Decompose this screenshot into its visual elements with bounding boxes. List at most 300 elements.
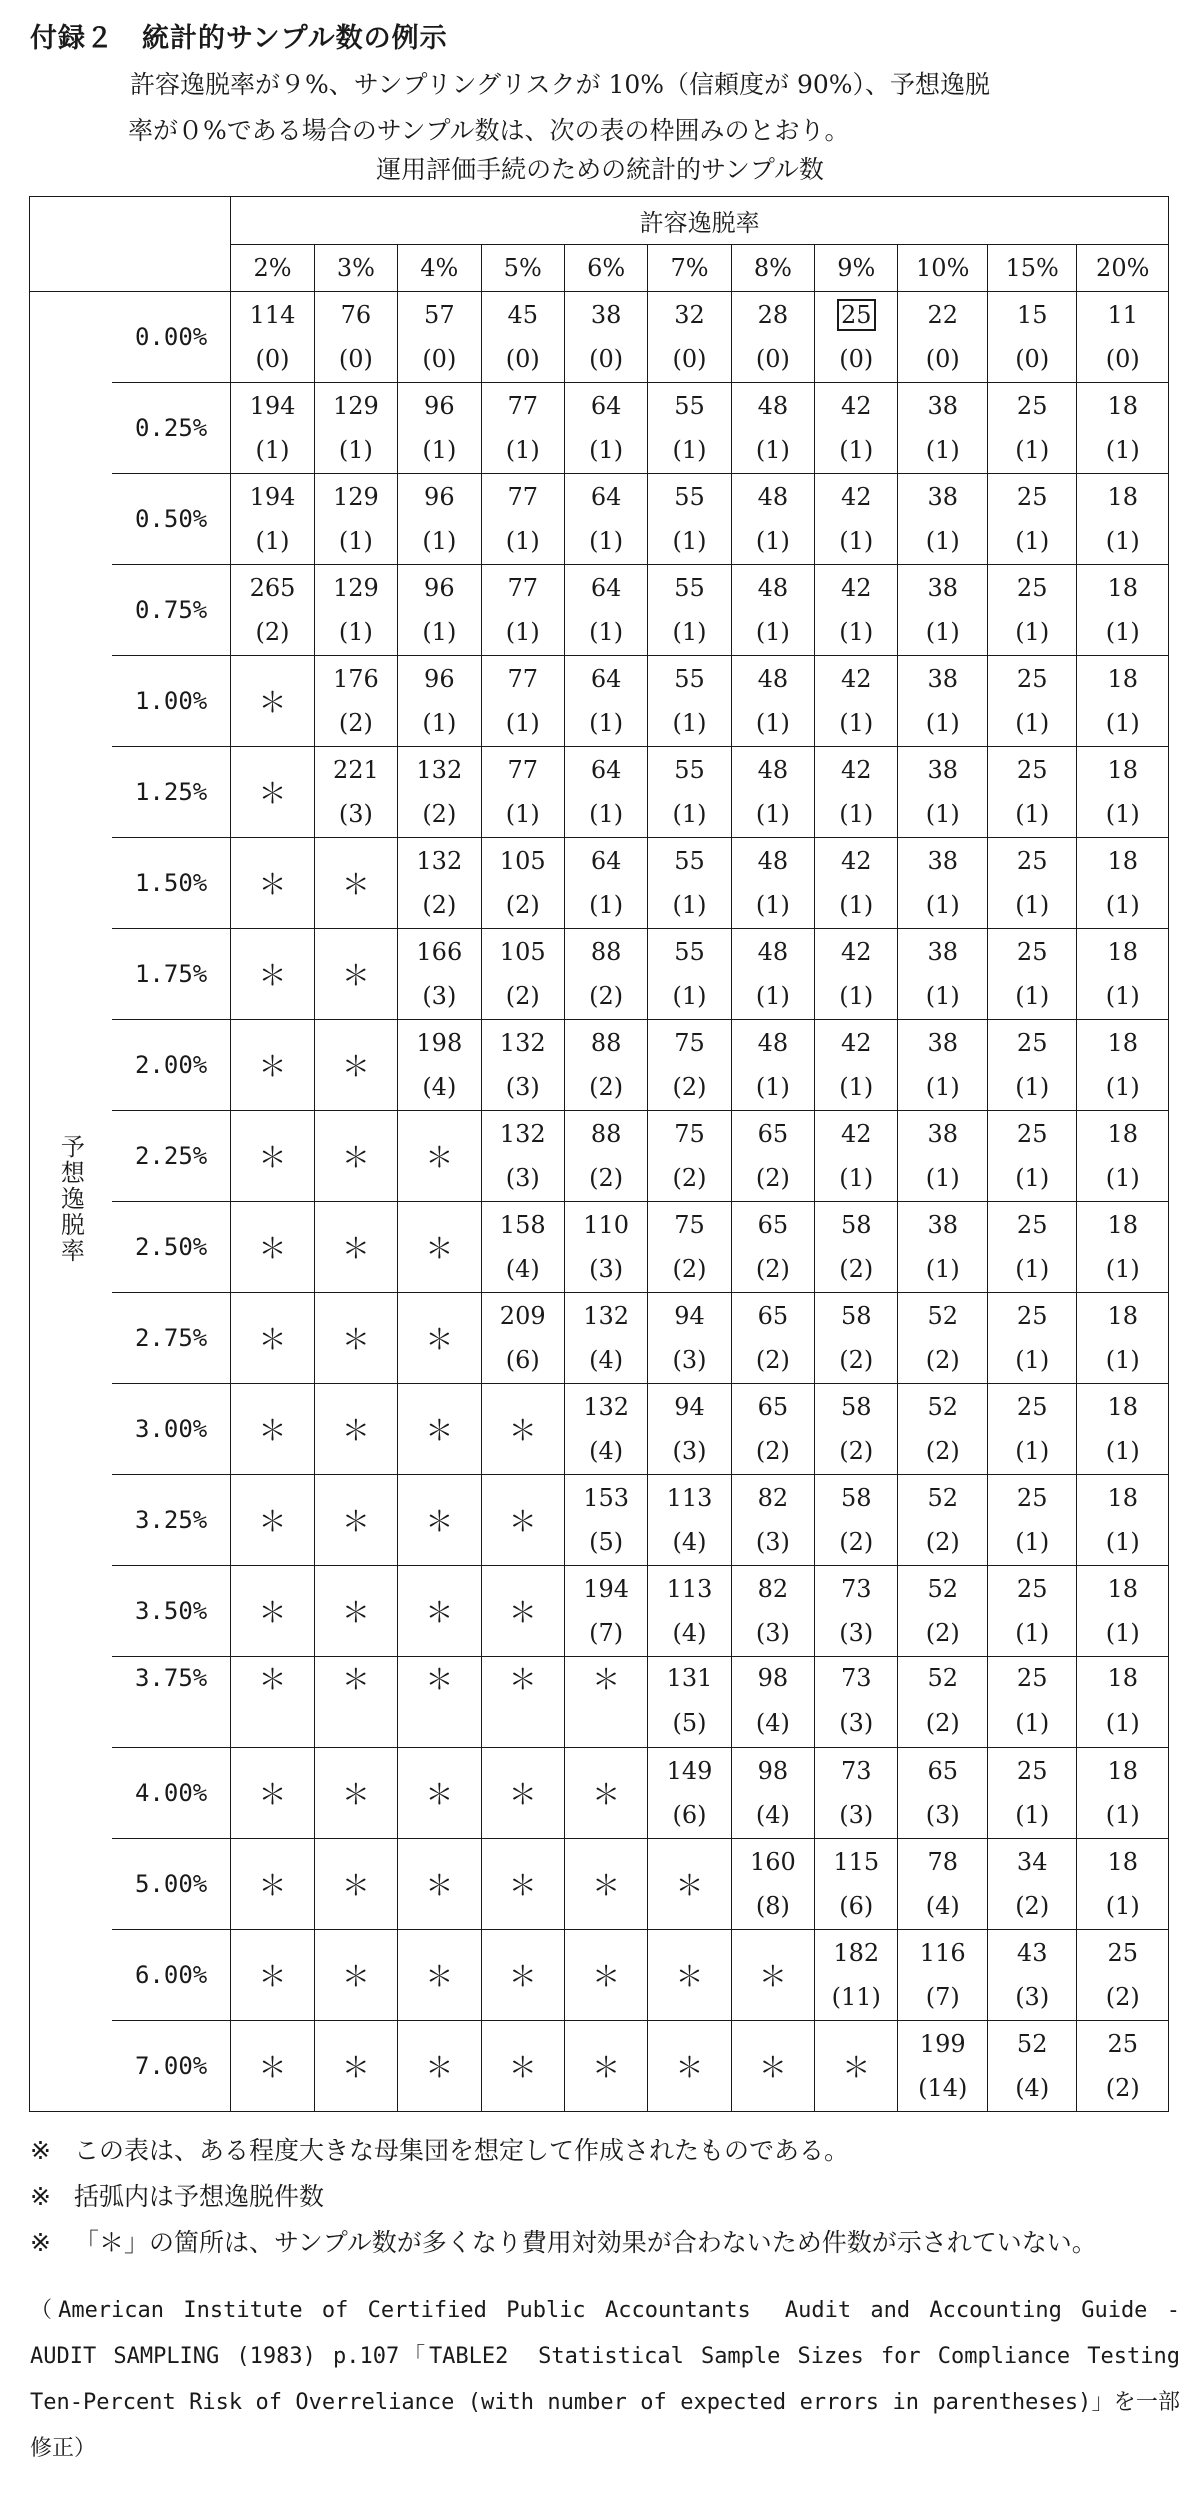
table-cell [731,929,814,1020]
unavailable-mark: ＊ [508,1596,537,1629]
sample-size: 57 [424,301,455,329]
table-cell [648,929,731,1020]
cell-content [648,657,730,745]
sample-size: 25 [1016,756,1048,784]
table-cell [731,1293,814,1384]
cell-content [648,1567,730,1655]
table-cell [731,1930,814,2021]
expected-errors: (1) [755,618,790,646]
expected-errors: (5) [672,1709,707,1737]
expected-errors: (1) [1015,1801,1050,1829]
expected-errors: (1) [1105,891,1140,919]
table-cell [1077,565,1169,656]
row-rate: 6.00% [112,1930,231,2021]
sample-size: 48 [757,1029,789,1057]
table-cell [898,383,987,474]
cell-content [398,930,480,1018]
table-cell [231,2021,314,2112]
cell-content [1077,1385,1168,1473]
table-cell [648,1111,731,1202]
table-cell [314,1566,397,1657]
table-cell [815,929,898,1020]
sample-size: 65 [757,1211,789,1239]
expected-errors: (1) [755,982,790,1010]
table-cell [898,292,987,383]
table-cell [815,1384,898,1475]
expected-errors: (1) [505,709,540,737]
cell-content [988,566,1076,654]
expected-errors: (0) [1105,345,1140,373]
table-cell [987,656,1076,747]
expected-errors: (3) [589,1255,624,1283]
table-cell [231,565,314,656]
expected-errors: (3) [755,1619,790,1647]
cell-content [565,1112,647,1200]
table-cell [1077,1839,1169,1930]
sample-size: 194 [583,1575,629,1603]
table-cell-continuation [231,1699,314,1748]
cell-content [565,930,647,1018]
row-rate: 1.25% [112,747,231,838]
sample-size: 160 [749,1848,796,1876]
row-rate: 1.50% [112,838,231,929]
table-cell [314,292,397,383]
column-header: 7% [648,245,731,292]
cell-content [988,748,1076,836]
unavailable-mark: ＊ [758,2051,787,2084]
expected-errors: (1) [839,800,874,828]
sample-size: 18 [1107,665,1138,693]
sample-size: 64 [590,392,622,420]
table-cell [815,656,898,747]
sample-size: 38 [927,665,958,693]
sample-size: 88 [590,938,622,966]
table-cell [231,747,314,838]
table-cell [231,929,314,1020]
cell-content [1077,566,1168,654]
sample-size: 32 [674,301,705,329]
sample-size: 25 [1107,1939,1138,1967]
cell-content [648,1749,730,1837]
sample-size: 73 [841,1575,872,1603]
cell-content [898,1476,986,1564]
table-cell [815,838,898,929]
table-cell [898,1111,987,1202]
cell-content [815,384,897,472]
row-rate: 1.75% [112,929,231,1020]
cell-content [815,1749,897,1837]
table-cell [564,383,647,474]
unavailable-mark: ＊ [508,1869,537,1902]
table-cell [314,1748,397,1839]
expected-errors: (1) [1015,527,1050,555]
sample-size: 132 [583,1393,629,1421]
note-item [30,2220,1180,2266]
expected-errors: (2) [672,1073,707,1101]
expected-errors: (0) [925,345,960,373]
cell-content [898,1567,986,1655]
table-cell [564,1566,647,1657]
column-header: 2% [231,245,314,292]
unavailable-mark: ＊ [341,1050,370,1083]
expected-errors: (1) [925,1164,960,1192]
cell-content [565,1294,647,1382]
table-cell [398,1020,481,1111]
sample-size: 18 [1107,483,1138,511]
table-cell [898,838,987,929]
table-cell [314,929,397,1020]
table-cell [564,1202,647,1293]
sample-size: 75 [674,1211,705,1239]
table-cell [231,1475,314,1566]
cell-content [1077,657,1168,745]
sample-size: 25 [1016,938,1048,966]
table-cell [481,383,564,474]
table-cell [481,1748,564,1839]
sample-size: 18 [1107,1757,1138,1785]
table-cell [987,1384,1076,1475]
table-cell [815,1657,898,1700]
row-rate: 3.75% [112,1657,231,1700]
expected-errors: (1) [1105,982,1140,1010]
cell-content [482,1021,564,1109]
cell-content [732,1476,814,1564]
table-cell [481,747,564,838]
cell-content [565,1476,647,1564]
table-cell [731,474,814,565]
cell-content [898,475,986,563]
table-cell [987,565,1076,656]
expected-errors: (1) [422,527,457,555]
expected-errors: (1) [589,618,624,646]
table-cell [898,1475,987,1566]
cell-content [815,1385,897,1473]
table-cell [398,1930,481,2021]
table-cell-continuation [564,1699,647,1748]
expected-errors: (1) [839,1164,874,1192]
expected-errors: (2) [422,800,457,828]
expected-errors: (11) [831,1983,881,2011]
table-cell [815,383,898,474]
sample-size: 52 [927,1302,958,1330]
expected-errors: (3) [672,1437,707,1465]
cell-content [815,475,897,563]
expected-errors: (1) [839,1073,874,1101]
unavailable-mark: ＊ [258,1778,287,1811]
sample-size: 76 [340,301,372,329]
cell-content [315,748,397,836]
sample-size: 58 [841,1484,872,1512]
unavailable-mark: ＊ [508,1778,537,1811]
cell-content [732,1749,814,1837]
table-cell [481,656,564,747]
cell-content [732,748,814,836]
sample-size: 75 [674,1120,705,1148]
column-header: 8% [731,245,814,292]
cell-content [898,1021,986,1109]
sample-size: 149 [666,1757,713,1785]
table-cell [231,1657,314,1700]
unavailable-mark: ＊ [842,2051,871,2084]
unavailable-mark: ＊ [341,1663,370,1696]
cell-content [565,1567,647,1655]
table-cell [987,383,1076,474]
sample-size: 52 [927,1484,958,1512]
sample-size: 42 [841,938,872,966]
sample-size: 52 [927,1575,958,1603]
sample-size: 64 [590,665,622,693]
cell-content [732,1203,814,1291]
table-cell [398,1384,481,1475]
expected-errors: (4) [589,1346,624,1374]
table-cell [314,1202,397,1293]
cell-content [231,384,313,472]
cell-content [1077,748,1168,836]
cell-content [815,748,897,836]
table-cell [898,1748,987,1839]
note-mark: ※ [30,2228,51,2257]
column-header: 3% [314,245,397,292]
sample-size: 88 [590,1120,622,1148]
cell-content [988,384,1076,472]
table-cell [398,1293,481,1384]
cell-content [898,293,986,381]
expected-errors: (4) [1015,2074,1050,2102]
sample-size: 64 [590,574,622,602]
expected-errors: (2) [505,982,540,1010]
table-cell [314,838,397,929]
expected-errors: (6) [672,1801,707,1829]
cell-content [815,1112,897,1200]
table-cell [987,1566,1076,1657]
sample-size: 25 [1016,574,1048,602]
cell-content [315,566,397,654]
unavailable-mark: ＊ [425,1505,454,1538]
table-cell [1077,747,1169,838]
table-cell [231,383,314,474]
table-cell [815,1202,898,1293]
table-cell [231,1930,314,2021]
unavailable-mark: ＊ [341,1869,370,1902]
table-cell [815,474,898,565]
expected-errors: (8) [755,1892,790,1920]
cell-content [988,1567,1076,1655]
table-cell [481,565,564,656]
table-cell [1077,656,1169,747]
table-cell [398,1748,481,1839]
cell-content [732,293,814,381]
sample-size: 129 [333,574,379,602]
expected-errors: (1) [1105,436,1140,464]
cell-content [231,293,313,381]
cell-content [398,748,480,836]
sample-size: 25 [1016,1757,1048,1785]
table-cell [314,656,397,747]
table-cell [1077,1657,1169,1700]
cell-content [898,1112,986,1200]
cell-content [231,475,313,563]
table-cell [898,565,987,656]
unavailable-mark: ＊ [258,1141,287,1174]
table-cell [815,2021,898,2112]
sample-size: 65 [757,1120,789,1148]
expected-errors: (1) [1105,1437,1140,1465]
table-cell [314,747,397,838]
cell-content [482,293,564,381]
sample-size: 64 [590,847,622,875]
sample-size: 96 [424,665,455,693]
table-cell [731,292,814,383]
table-cell [314,383,397,474]
sample-size: 132 [499,1120,546,1148]
sample-size: 52 [1016,2030,1048,2058]
expected-errors: (6) [505,1346,540,1374]
cell-content [732,1385,814,1473]
unavailable-mark: ＊ [341,2051,370,2084]
sample-size: 25 [1016,483,1048,511]
table-cell [231,656,314,747]
table-cell [815,565,898,656]
expected-errors: (14) [918,2074,968,2102]
expected-errors: (2) [589,1164,624,1192]
expected-errors: (7) [925,1983,960,2011]
cell-content [988,1840,1076,1928]
table-cell [481,1657,564,1700]
table-cell [898,1930,987,2021]
table-cell [1077,1202,1169,1293]
table-cell [731,1202,814,1293]
unavailable-mark: ＊ [675,2051,704,2084]
sample-size: 82 [757,1484,789,1512]
cell-content [398,384,480,472]
cell-content [1077,1112,1168,1200]
cell-content [1077,1840,1168,1928]
cell-content [732,930,814,1018]
sample-size: 18 [1107,1664,1138,1692]
cell-content [565,1385,647,1473]
expected-errors: (1) [672,618,707,646]
table-cell [815,1566,898,1657]
table-cell [231,1384,314,1475]
unavailable-mark: ＊ [425,1323,454,1356]
sample-size: 43 [1016,1939,1048,1967]
sample-size: 58 [841,1302,872,1330]
expected-errors: (7) [589,1619,624,1647]
sample-size: 18 [1107,392,1138,420]
cell-content [1077,1749,1168,1837]
unavailable-mark: ＊ [425,1232,454,1265]
column-header: 6% [564,245,647,292]
sample-size: 176 [333,665,379,693]
sample-size: 131 [666,1664,713,1692]
table-cell [1077,2021,1169,2112]
sample-size: 42 [841,1120,872,1148]
expected-errors: (3) [422,982,457,1010]
expected-errors: (2) [755,1437,790,1465]
sample-size: 73 [841,1664,872,1692]
expected-errors: (1) [1015,982,1050,1010]
cell-content [898,930,986,1018]
cell-content [1077,475,1168,563]
column-header: 10% [898,245,987,292]
expected-errors: (1) [1105,1801,1140,1829]
table-cell [987,747,1076,838]
table-cell [987,1839,1076,1930]
expected-errors: (1) [1015,709,1050,737]
sample-size: 115 [833,1848,880,1876]
row-rate: 3.00% [112,1384,231,1475]
unavailable-mark: ＊ [592,2051,621,2084]
sample-size: 182 [833,1939,880,1967]
table-cell [398,565,481,656]
expected-errors: (5) [589,1528,624,1556]
expected-errors: (1) [505,527,540,555]
table-cell [987,929,1076,1020]
table-cell [481,474,564,565]
sample-size: 38 [927,1211,958,1239]
table-cell [731,656,814,747]
expected-errors: (1) [925,527,960,555]
table-cell [481,929,564,1020]
table-cell [648,1475,731,1566]
table-cell [815,292,898,383]
cell-content [732,839,814,927]
table-cell [481,292,564,383]
table-cell [564,656,647,747]
expected-errors: (0) [755,345,790,373]
column-header: 5% [481,245,564,292]
table-cell [987,1475,1076,1566]
unavailable-mark: ＊ [341,868,370,901]
table-cell [1077,838,1169,929]
expected-errors: (3) [1015,1983,1050,2011]
cell-content [482,475,564,563]
row-rate: 2.00% [112,1020,231,1111]
table-cell [648,383,731,474]
cell-content [988,475,1076,563]
table-cell [987,838,1076,929]
cell-content [898,657,986,745]
expected-errors: (1) [672,436,707,464]
cell-content [565,475,647,563]
table-cell [731,1748,814,1839]
sample-size: 25 [1016,1302,1048,1330]
expected-errors: (1) [255,436,290,464]
unavailable-mark: ＊ [675,1869,704,1902]
unavailable-mark: ＊ [592,1869,621,1902]
unavailable-mark: ＊ [508,1663,537,1696]
cell-content [988,930,1076,1018]
sample-size: 52 [927,1664,958,1692]
sample-size: 55 [674,574,705,602]
row-rate: 3.25% [112,1475,231,1566]
row-rate: 0.00% [112,292,231,383]
sample-size: 15 [1016,301,1048,329]
expected-errors: (1) [755,527,790,555]
table-cell [1077,1566,1169,1657]
table-cell [898,1202,987,1293]
table-cell [314,474,397,565]
unavailable-mark: ＊ [425,1960,454,1993]
expected-errors: (1) [672,709,707,737]
expected-errors: (4) [422,1073,457,1101]
note-text: この表は、ある程度大きな母集団を想定して作成されたものである。 [74,2136,850,2165]
expected-errors: (1) [925,800,960,828]
table-cell [987,1202,1076,1293]
unavailable-mark: ＊ [592,1960,621,1993]
expected-errors: (1) [1015,1255,1050,1283]
cell-content [648,1112,730,1200]
